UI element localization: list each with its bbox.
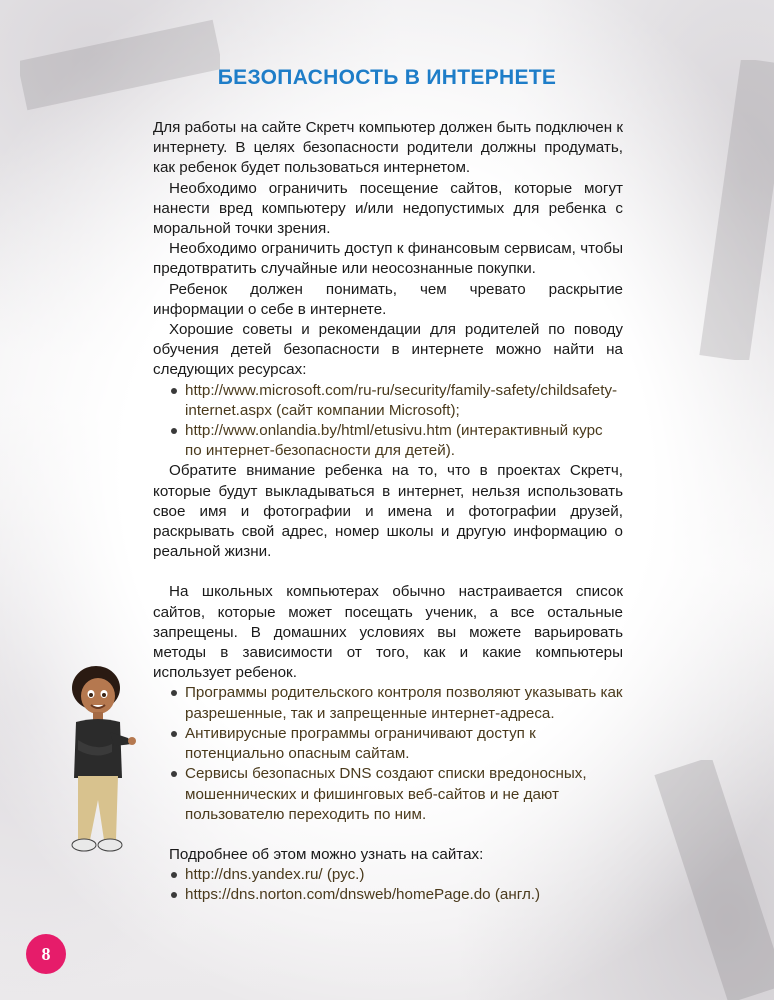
more-info-label: Подробнее об этом можно узнать на сайтах: [169,845,484,863]
paragraph: На школьных компьютерах обычно настраивается список сайтов, которые может посещать ученик, а все остальные запрещены. В домашних условиях вы можете варьировать методы в зависимости от того, как и какие компьютеры использует ребенок. [153,583,623,682]
paragraph: Необходимо ограничить посещение сайтов, которые могут нанести вред компьютеру и/или недопустимых для ребенка с моральной точки зрения. [153,179,623,238]
paragraph: Для работы на сайте Скретч компьютер должен быть подключен к интернету. В целях безопасности родители должны продумать, как ребенок будет пользоваться интернетом. [153,119,623,177]
list-item: Антивирусные программы ограничивают доступ к потенциально опасным сайтам. [169,724,623,764]
dns-links-list [153,865,623,905]
paragraph: Ребенок должен понимать, чем чревато раскрытие информации о себе в интернете. [153,280,623,318]
list-item: Сервисы безопасных DNS создают списки вредоносных, мошеннических и фишинговых веб-сайтов и не дают пользователю переходить по ним. [169,764,623,825]
main-text [153,118,623,906]
list-item: Программы родительского контроля позволяют указывать как разрешенные, так и запрещенные интернет-адреса. [169,683,623,723]
film-strip-decoration [680,60,774,360]
resource-links-list [153,381,623,462]
link-item[interactable]: http://www.onlandia.by/html/etusivu.htm (интерактивный курс по интернет-безопасности для детей). [169,421,623,461]
link-item[interactable]: https://dns.norton.com/dnsweb/homePage.do (англ.) [169,885,623,905]
cartoon-boy-illustration [58,660,138,860]
page-number-badge: 8 [26,934,66,974]
protection-methods-list [153,683,623,824]
link-item[interactable]: http://dns.yandex.ru/ (рус.) [169,865,623,885]
film-strip-decoration [640,760,774,1000]
link-item[interactable]: http://www.microsoft.com/ru-ru/security/family-safety/childsafety-internet.aspx (сайт компании Microsoft); [169,381,623,421]
paragraph: Необходимо ограничить доступ к финансовым сервисам, чтобы предотвратить случайные или неосознанные покупки. [153,240,623,278]
paragraph: Хорошие советы и рекомендации для родителей по поводу обучения детей безопасности в интернете можно найти на следующих ресурсах: [153,321,623,379]
paragraph: Обратите внимание ребенка на то, что в проектах Скретч, которые будут выкладываться в интернет, нельзя использовать свое имя и фотографии и имена и фотографии друзей, раскрывать свой адрес, номер школы и другую информацию о реальной жизни. [153,462,623,561]
page-title: БЕЗОПАСНОСТЬ В ИНТЕРНЕТЕ [217,66,557,89]
